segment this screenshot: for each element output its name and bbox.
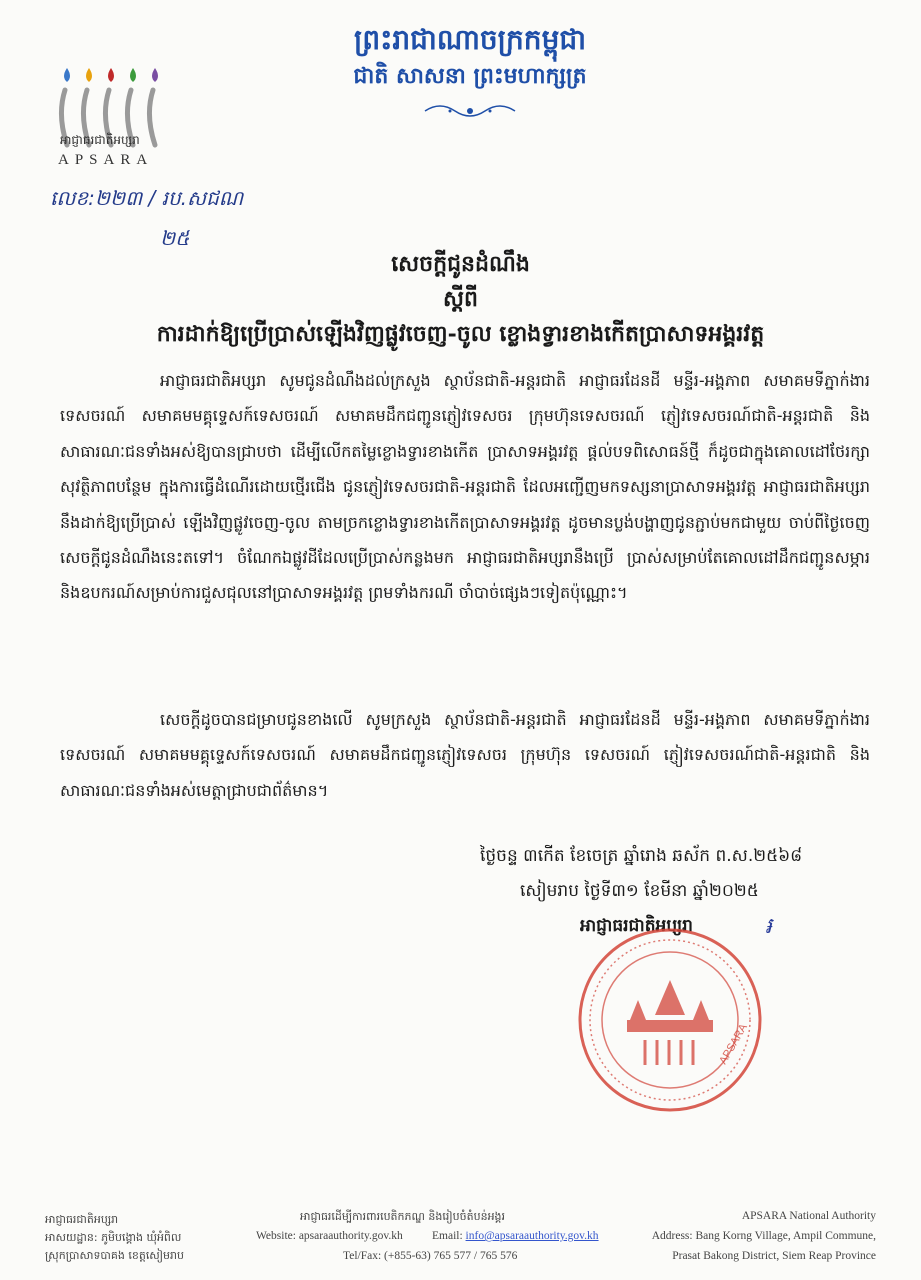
reference-number: លេខ:២២៣ / រប.សជណ: [50, 186, 244, 210]
title-subject: ការដាក់ឱ្យប្រើប្រាស់ឡើងវិញផ្លូវចេញ-ចូល ខ្លោងទ្វារខាងកើតប្រាសាទអង្គរវត្ត: [156, 321, 765, 347]
footer-right-1: APSARA National Authority: [741, 1210, 876, 1222]
email-link[interactable]: info@apsaraauthority.gov.kh: [465, 1230, 599, 1242]
footer-right-3: Prasat Bakong District, Siem Reap Province: [672, 1250, 876, 1262]
footer-left-1: អាជ្ញាធរជាតិអប្សរា: [45, 1213, 119, 1226]
document-title: សេចក្តីជូនដំណឹង: [391, 251, 530, 277]
reference-sub: ២៥: [160, 226, 190, 250]
title-about: ស្តីពី: [443, 286, 478, 312]
logo-drop: [108, 68, 114, 82]
seal-text: APSARA: [717, 1021, 750, 1067]
body-paragraph-1: អាជ្ញាធរជាតិអប្សរា សូមជូនដំណឹងដល់ក្រសួង ស្ថាប័នជាតិ-អន្តរជាតិ អាជ្ញាធរដែនដី មន្ទីរ-អង្គភាព សមាគមទីភ្នាក់ងារទេសចរណ៍ សមាគមមគ្គុទ្ទេសក៍ទេសចរណ៍ សមាគមដឹកជញ្ជូនភ្ញៀវទេសចរ ក្រុមហ៊ុនទេសចរណ៍ ភ្ញៀវទេសចរណ៍ជាតិ-អន្តរជាតិ និងសាធារណៈជនទាំងអស់ឱ្យបានជ្រាបថា ដើម្បីលើកតម្លៃខ្លោងទ្វារខាងកើត ប្រាសាទអង្គរវត្ត ផ្តល់បទពិសោធន៍ថ្មី ក៏ដូចជាក្នុងគោលដៅថែរក្សាសុវត្ថិភាពបន្ថែម ក្នុងការធ្វើដំណើរដោយថ្មើរជើង ជូនភ្ញៀវទេសចរជាតិ-អន្តរជាតិ ដែលអញ្ជើញមកទស្សនាប្រាសាទអង្គរវត្ត អាជ្ញាធរជាតិអប្សរានឹងដាក់ឱ្យប្រើប្រាស់ ឡើងវិញផ្លូវចេញ-ចូល តាមច្រកខ្លោងទ្វារខាងកើតប្រាសាទអង្គរវត្ត ដូចមានប្លង់បង្ហាញជូនភ្ជាប់មកជាមួយ ចាប់ពីថ្ងៃចេញសេចក្តីជូនដំណឹងនេះតទៅ។ ចំណែកឯផ្លូវដីដែលប្រើប្រាស់កន្លងមក អាជ្ញាធរជាតិអប្សរានឹងប្រើ ប្រាស់សម្រាប់តែគោលដៅដឹកជញ្ជូនសម្ភារ និងឧបករណ៍សម្រាប់ការជួសជុលនៅប្រាសាទអង្គរវត្ត ព្រមទាំងករណី ចាំបាច់ផ្សេងៗទៀតប៉ុណ្ណោះ។: [60, 371, 870, 603]
logo-stroke: [149, 90, 155, 145]
ornament-divider: [420, 100, 520, 122]
body-paragraph-2: សេចក្តីដូចបានជម្រាបជូនខាងលើ សូមក្រសួង ស្ថាប័នជាតិ-អន្តរជាតិ អាជ្ញាធរដែនដី មន្ទីរ-អង្គភាព សមាគមទីភ្នាក់ងារទេសចរណ៍ សមាគមមគ្គុទ្ទេសក៍ទេសចរណ៍ សមាគមដឹកជញ្ជូនភ្ញៀវទេសចរ ក្រុមហ៊ុន ទេសចរណ៍ ភ្ញៀវទេសចរណ៍ជាតិ-អន្តរជាតិ និងសាធារណៈជនទាំងអស់មេត្តាជ្រាបជាព័ត៌មាន។: [60, 710, 870, 800]
solar-date: សៀមរាប ថ្ងៃទី៣១ ខែមីនា ឆ្នាំ២០២៥: [520, 881, 759, 901]
logo-drop: [152, 68, 158, 82]
footer-email-label: Email:: [432, 1230, 463, 1242]
logo-drop: [86, 68, 92, 82]
kingdom-heading: ព្រះរាជាណាចក្រកម្ពុជា: [353, 23, 586, 56]
footer-left-3: ស្រុកប្រាសាទបាគង ខេត្តសៀមរាប: [45, 1249, 185, 1262]
logo-latin-name: APSARA: [58, 152, 154, 168]
footer-left-2: អាសយដ្ឋាន: ភូមិបង្គោង ឃុំអំពិល: [45, 1231, 182, 1244]
initial-mark: ៛: [765, 914, 772, 939]
signatory: អាជ្ញាធរជាតិអប្សរា: [580, 916, 693, 936]
footer-right-2: Address: Bang Korng Village, Ampil Commune,: [651, 1230, 876, 1242]
footer-email: [432, 1230, 599, 1242]
lunar-date: ថ្ងៃចន្ទ ៣កើត ខែចេត្រ ឆ្នាំរោង ឆស័ក ព.ស.២៥៦៨: [480, 846, 803, 866]
official-seal: [575, 925, 765, 1115]
footer-phone: Tel/Fax: (+855-63) 765 577 / 765 576: [343, 1250, 518, 1262]
logo-khmer-name: អាជ្ញាធរជាតិអប្សរា: [60, 133, 140, 147]
logo-drop: [130, 68, 136, 82]
national-motto: ជាតិ សាសនា ព្រះមហាក្សត្រ: [353, 63, 587, 89]
logo-drops: [64, 68, 158, 82]
footer-website[interactable]: Website: apsaraauthority.gov.kh: [256, 1230, 403, 1242]
logo-drop: [64, 68, 70, 82]
footer-center-1: អាជ្ញាធរដើម្បីការពារបេតិកភណ្ឌ និងរៀបចំតំបន់អង្គរ: [300, 1210, 506, 1223]
